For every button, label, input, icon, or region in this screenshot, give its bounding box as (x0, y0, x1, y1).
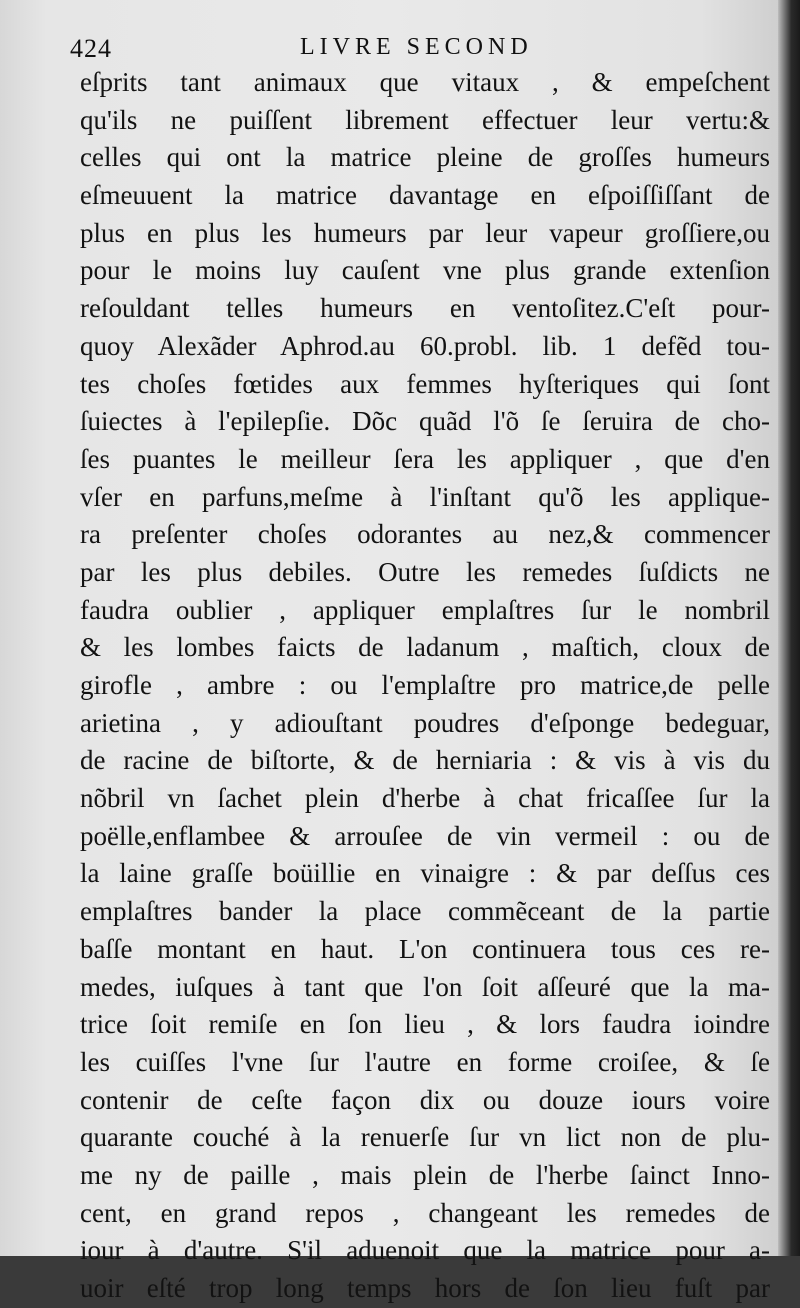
running-head (70, 34, 760, 64)
text-line: me ny de paille , mais plein de l'herbe ſainct Inno- (80, 1159, 770, 1190)
text-line: & les lombes faicts de ladanum , maſtich, cloux de (80, 632, 770, 663)
text-line: cent, en grand repos , changeant les remedes de (80, 1197, 770, 1228)
text-line: iour à d'autre. S'il aduenoit que la matrice pour a- (80, 1235, 770, 1266)
page-shadow-edge (778, 0, 800, 1256)
text-line: girofle , ambre : ou l'emplaſtre pro matrice,de pelle (80, 670, 770, 700)
running-title: LIVRE SECOND (300, 34, 533, 60)
text-line: contenir de ceſte façon dix ou douze iours voire (80, 1084, 770, 1115)
text-line: eſprits tant animaux que vitaux , & empeſchent (80, 67, 770, 97)
text-line: quoy Alexãder Aphrod.au 60.probl. lib. 1 defẽd tou- (80, 330, 770, 361)
text-line: emplaſtres bander la place commẽceant de la partie (80, 896, 770, 927)
text-line: celles qui ont la matrice pleine de groſſes humeurs (80, 142, 770, 173)
text-line: ſuiectes à l'epilepſie. Dõc quãd l'õ ſe ſeruira de cho- (80, 406, 770, 437)
text-line: trice ſoit remiſe en ſon lieu , & lors faudra ioindre (80, 1009, 770, 1040)
text-line: ſes puantes le meilleur ſera les appliquer , que d'en (80, 443, 770, 474)
text-line: par les plus debiles. Outre les remedes ſuſdicts ne (80, 556, 770, 587)
text-line: baſſe montant en haut. L'on continuera tous ces re- (80, 933, 770, 964)
text-line: tes choſes fœtides aux femmes hyſteriques qui ſont (80, 368, 770, 399)
text-line: arietina , y adiouſtant poudres d'eſponge bedeguar, (80, 707, 770, 738)
text-line: faudra oublier , appliquer emplaſtres ſur le nombril (80, 594, 770, 625)
text-line: plus en plus les humeurs par leur vapeur groſſiere,ou (80, 217, 770, 248)
text-line: de racine de biſtorte, & de herniaria : & vis à vis du (80, 745, 770, 776)
text-line: ra preſenter choſes odorantes au nez,& commencer (80, 519, 770, 550)
text-line: reſouldant telles humeurs en ventoſitez.C'eſt pour- (80, 293, 770, 324)
text-line: vſer en parfuns,meſme à l'inſtant qu'õ les applique- (80, 481, 770, 512)
text-line: medes, iuſques à tant que l'on ſoit aſſeuré que la ma- (80, 971, 770, 1002)
text-line: poëlle,enflambee & arrouſee de vin vermeil : ou de (80, 820, 770, 851)
text-line: qu'ils ne puiſſent librement effectuer leur vertu:& (80, 104, 770, 135)
text-line: pour le moins luy cauſent vne plus grande extenſion (80, 255, 770, 286)
text-line: quarante couché à la renuerſe ſur vn lict non de plu- (80, 1122, 770, 1153)
text-line: nõbril vn ſachet plein d'herbe à chat fricaſſee ſur la (80, 783, 770, 814)
text-line: uoir eſté trop long temps hors de ſon lieu fuſt par (80, 1273, 770, 1303)
text-line: les cuiſſes l'vne ſur l'autre en forme croiſee, & ſe (80, 1046, 770, 1077)
text-line: la laine graſſe boüillie en vinaigre : & par deſſus ces (80, 858, 770, 889)
text-line: eſmeuuent la matrice davantage en eſpoiſſiſſant de (80, 180, 770, 211)
body-text (80, 64, 770, 1308)
page-number: 424 (70, 34, 112, 63)
